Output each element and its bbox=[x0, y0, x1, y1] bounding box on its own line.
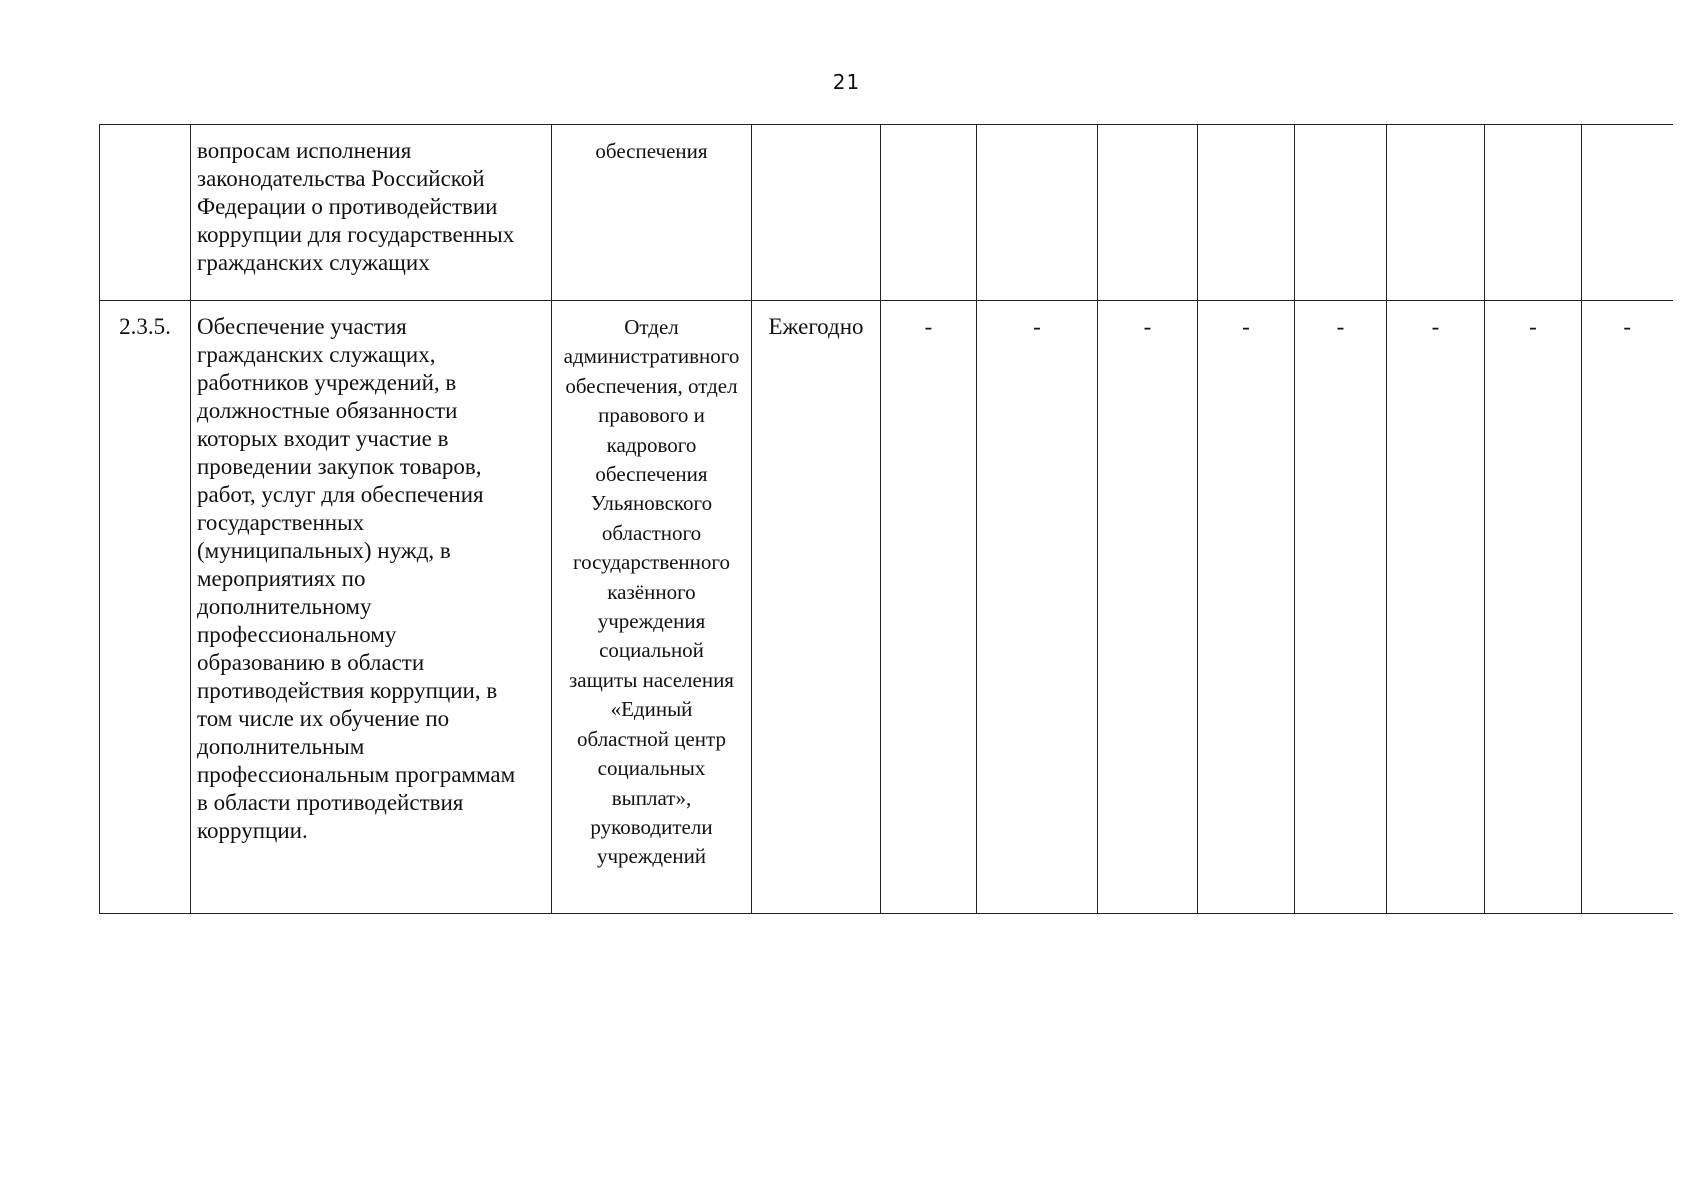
value-cell: - bbox=[881, 301, 977, 914]
value-cell bbox=[1387, 125, 1485, 301]
measure-name: Обеспечение участия гражданских служащих, работников учреждений, в должностные обязанности которых входит участие в проведении закупок товаров, работ, услуг для обеспечения государственных (муниципальных) нужд, в мероприятиях по дополнительному профессиональному образованию в области противодействия коррупции, в том числе их обучение по дополнительным профессиональным программам в области противодействия коррупции. bbox=[191, 301, 552, 914]
row-number bbox=[100, 125, 191, 301]
page-number: 21 bbox=[832, 70, 861, 94]
value-cell: - bbox=[1098, 301, 1198, 914]
value-cell bbox=[1485, 125, 1582, 301]
value-cell bbox=[1198, 125, 1295, 301]
value-cell: - bbox=[1582, 301, 1673, 914]
value-cell: - bbox=[1295, 301, 1387, 914]
value-cell bbox=[881, 125, 977, 301]
execution-term bbox=[752, 125, 881, 301]
measures-table bbox=[99, 124, 1673, 914]
value-cell bbox=[1295, 125, 1387, 301]
row-number: 2.3.5. bbox=[100, 301, 191, 914]
measure-name: вопросам исполнения законодательства Российской Федерации о противодействии коррупции для государственных гражданских служащих bbox=[191, 125, 552, 301]
value-cell: - bbox=[1485, 301, 1582, 914]
value-cell bbox=[977, 125, 1098, 301]
value-cell: - bbox=[977, 301, 1098, 914]
responsible-executors: обеспечения bbox=[552, 125, 752, 301]
value-cell: - bbox=[1387, 301, 1485, 914]
table-row bbox=[100, 301, 1673, 914]
table-row bbox=[100, 125, 1673, 301]
value-cell bbox=[1582, 125, 1673, 301]
value-cell bbox=[1098, 125, 1198, 301]
value-cell: - bbox=[1198, 301, 1295, 914]
execution-term: Ежегодно bbox=[752, 301, 881, 914]
responsible-executors: Отдел административного обеспечения, отдел правового и кадрового обеспечения Ульяновского областного государственного казённого учреждения социальной защиты населения «Единый областной центр социальных выплат», руководители учреждений bbox=[552, 301, 752, 914]
